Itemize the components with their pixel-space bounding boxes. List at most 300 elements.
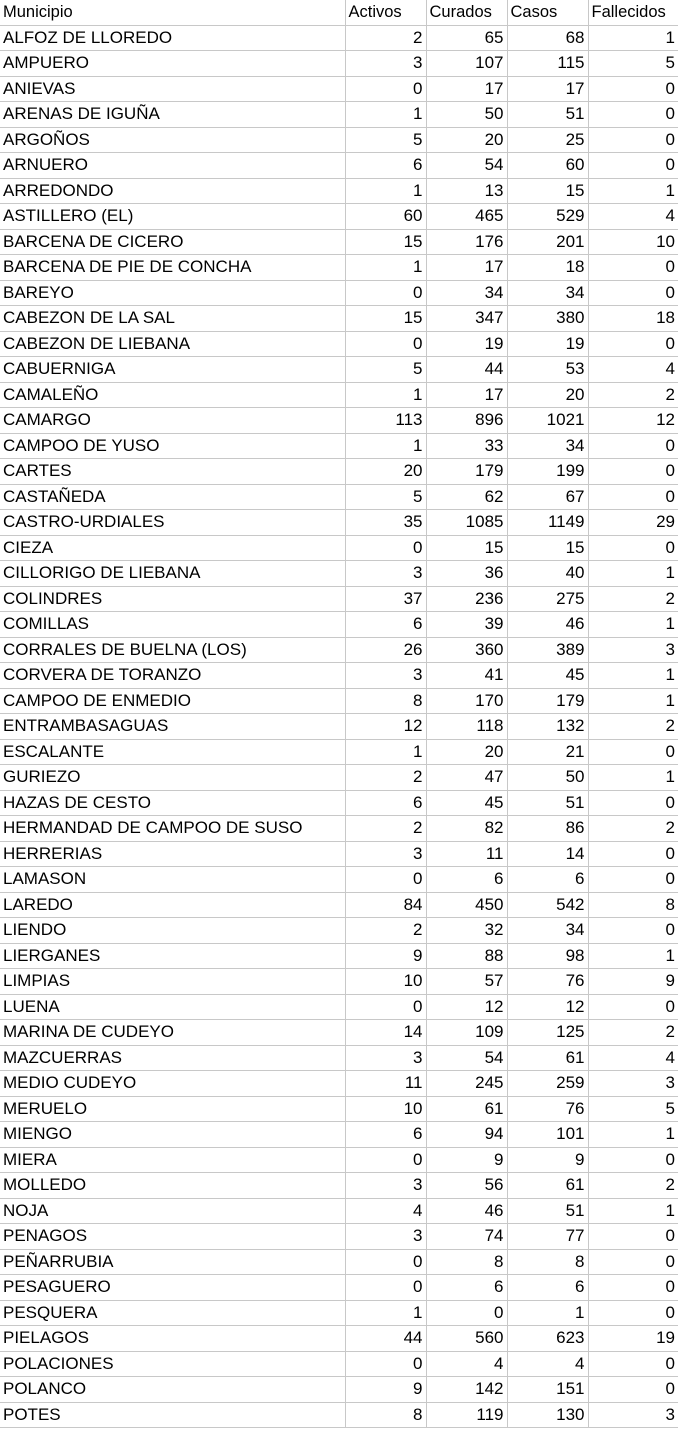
fallecidos-cell[interactable]: 2 <box>588 1020 678 1046</box>
fallecidos-cell[interactable]: 4 <box>588 1045 678 1071</box>
municipio-cell[interactable]: CAMALEÑO <box>0 382 345 408</box>
casos-cell[interactable]: 6 <box>507 867 588 893</box>
activos-cell[interactable]: 11 <box>345 1071 426 1097</box>
casos-cell[interactable]: 60 <box>507 153 588 179</box>
curados-cell[interactable]: 54 <box>426 1045 507 1071</box>
activos-cell[interactable]: 3 <box>345 561 426 587</box>
curados-cell[interactable]: 20 <box>426 127 507 153</box>
table-row <box>0 918 678 944</box>
municipio-cell[interactable]: CASTRO-URDIALES <box>0 510 345 536</box>
activos-cell[interactable]: 60 <box>345 204 426 230</box>
casos-cell[interactable]: 151 <box>507 1377 588 1403</box>
activos-cell[interactable]: 3 <box>345 1173 426 1199</box>
casos-cell[interactable]: 67 <box>507 484 588 510</box>
activos-cell[interactable]: 0 <box>345 76 426 102</box>
casos-cell[interactable]: 20 <box>507 382 588 408</box>
curados-cell[interactable]: 1085 <box>426 510 507 536</box>
municipio-cell[interactable]: CABEZON DE LIEBANA <box>0 331 345 357</box>
municipio-cell[interactable]: CAMPOO DE YUSO <box>0 433 345 459</box>
curados-cell[interactable]: 170 <box>426 688 507 714</box>
municipio-cell[interactable]: HERMANDAD DE CAMPOO DE SUSO <box>0 816 345 842</box>
fallecidos-cell[interactable]: 1 <box>588 178 678 204</box>
curados-cell[interactable]: 94 <box>426 1122 507 1148</box>
curados-cell[interactable]: 450 <box>426 892 507 918</box>
casos-cell[interactable]: 18 <box>507 255 588 281</box>
municipio-cell[interactable]: ARENAS DE IGUÑA <box>0 102 345 128</box>
table-row <box>0 994 678 1020</box>
municipio-cell[interactable]: PIELAGOS <box>0 1326 345 1352</box>
activos-cell[interactable]: 8 <box>345 1402 426 1428</box>
activos-cell[interactable]: 26 <box>345 637 426 663</box>
table-row <box>0 51 678 77</box>
municipio-cell[interactable]: GURIEZO <box>0 765 345 791</box>
municipio-cell[interactable]: ARGOÑOS <box>0 127 345 153</box>
curados-cell[interactable]: 44 <box>426 357 507 383</box>
activos-cell[interactable]: 5 <box>345 484 426 510</box>
curados-cell[interactable]: 17 <box>426 76 507 102</box>
curados-cell[interactable]: 46 <box>426 1198 507 1224</box>
fallecidos-cell[interactable]: 0 <box>588 790 678 816</box>
municipio-cell[interactable]: PESQUERA <box>0 1300 345 1326</box>
fallecidos-cell[interactable]: 0 <box>588 1224 678 1250</box>
curados-cell[interactable]: 47 <box>426 765 507 791</box>
fallecidos-cell[interactable]: 1 <box>588 663 678 689</box>
fallecidos-cell[interactable]: 0 <box>588 1351 678 1377</box>
curados-cell[interactable]: 13 <box>426 178 507 204</box>
table-row <box>0 1071 678 1097</box>
activos-cell[interactable]: 9 <box>345 943 426 969</box>
municipio-cell[interactable]: LIMPIAS <box>0 969 345 995</box>
casos-cell[interactable]: 15 <box>507 178 588 204</box>
table-row <box>0 102 678 128</box>
table-row <box>0 1122 678 1148</box>
municipio-cell[interactable]: AMPUERO <box>0 51 345 77</box>
fallecidos-cell[interactable]: 2 <box>588 382 678 408</box>
casos-cell[interactable]: 4 <box>507 1351 588 1377</box>
municipio-cell[interactable]: BARCENA DE PIE DE CONCHA <box>0 255 345 281</box>
activos-cell[interactable]: 6 <box>345 790 426 816</box>
activos-cell[interactable]: 15 <box>345 229 426 255</box>
casos-cell[interactable]: 98 <box>507 943 588 969</box>
casos-cell[interactable]: 50 <box>507 765 588 791</box>
casos-cell[interactable]: 51 <box>507 102 588 128</box>
municipio-cell[interactable]: MEDIO CUDEYO <box>0 1071 345 1097</box>
table-row <box>0 331 678 357</box>
table-row <box>0 790 678 816</box>
municipio-cell[interactable]: MOLLEDO <box>0 1173 345 1199</box>
curados-cell[interactable]: 109 <box>426 1020 507 1046</box>
activos-cell[interactable]: 10 <box>345 969 426 995</box>
casos-cell[interactable]: 1 <box>507 1300 588 1326</box>
municipio-cell[interactable]: BARCENA DE CICERO <box>0 229 345 255</box>
curados-cell[interactable]: 82 <box>426 816 507 842</box>
casos-cell[interactable]: 275 <box>507 586 588 612</box>
activos-cell[interactable]: 84 <box>345 892 426 918</box>
casos-cell[interactable]: 17 <box>507 76 588 102</box>
fallecidos-cell[interactable]: 3 <box>588 1402 678 1428</box>
casos-cell[interactable]: 40 <box>507 561 588 587</box>
fallecidos-cell[interactable]: 29 <box>588 510 678 536</box>
fallecidos-cell[interactable]: 0 <box>588 739 678 765</box>
municipio-cell[interactable]: POLACIONES <box>0 1351 345 1377</box>
curados-cell[interactable]: 360 <box>426 637 507 663</box>
table-row <box>0 408 678 434</box>
casos-cell[interactable]: 15 <box>507 535 588 561</box>
municipio-cell[interactable]: CABUERNIGA <box>0 357 345 383</box>
municipio-cell[interactable]: MARINA DE CUDEYO <box>0 1020 345 1046</box>
activos-cell[interactable]: 3 <box>345 51 426 77</box>
casos-cell[interactable]: 34 <box>507 433 588 459</box>
casos-cell[interactable]: 132 <box>507 714 588 740</box>
column-header-municipio[interactable]: Municipio <box>0 0 345 25</box>
activos-cell[interactable]: 20 <box>345 459 426 485</box>
municipio-cell[interactable]: ESCALANTE <box>0 739 345 765</box>
fallecidos-cell[interactable]: 0 <box>588 127 678 153</box>
municipio-cell[interactable]: ENTRAMBASAGUAS <box>0 714 345 740</box>
activos-cell[interactable]: 0 <box>345 1147 426 1173</box>
municipio-cell[interactable]: CABEZON DE LA SAL <box>0 306 345 332</box>
municipio-cell[interactable]: BAREYO <box>0 280 345 306</box>
activos-cell[interactable]: 113 <box>345 408 426 434</box>
fallecidos-cell[interactable]: 0 <box>588 535 678 561</box>
fallecidos-cell[interactable]: 0 <box>588 153 678 179</box>
curados-cell[interactable]: 465 <box>426 204 507 230</box>
curados-cell[interactable]: 17 <box>426 255 507 281</box>
column-header-activos[interactable]: Activos <box>345 0 426 25</box>
casos-cell[interactable]: 1149 <box>507 510 588 536</box>
municipio-cell[interactable]: CARTES <box>0 459 345 485</box>
fallecidos-cell[interactable]: 1 <box>588 612 678 638</box>
casos-cell[interactable]: 46 <box>507 612 588 638</box>
municipio-cell[interactable]: MIENGO <box>0 1122 345 1148</box>
curados-cell[interactable]: 32 <box>426 918 507 944</box>
casos-cell[interactable]: 77 <box>507 1224 588 1250</box>
fallecidos-cell[interactable]: 0 <box>588 331 678 357</box>
municipio-cell[interactable]: ASTILLERO (EL) <box>0 204 345 230</box>
casos-cell[interactable]: 101 <box>507 1122 588 1148</box>
fallecidos-cell[interactable]: 5 <box>588 51 678 77</box>
casos-cell[interactable]: 201 <box>507 229 588 255</box>
fallecidos-cell[interactable]: 0 <box>588 1377 678 1403</box>
fallecidos-cell[interactable]: 0 <box>588 76 678 102</box>
curados-cell[interactable]: 176 <box>426 229 507 255</box>
table-row <box>0 688 678 714</box>
casos-cell[interactable]: 380 <box>507 306 588 332</box>
activos-cell[interactable]: 37 <box>345 586 426 612</box>
municipio-cell[interactable]: MAZCUERRAS <box>0 1045 345 1071</box>
curados-cell[interactable]: 4 <box>426 1351 507 1377</box>
fallecidos-cell[interactable]: 0 <box>588 102 678 128</box>
activos-cell[interactable]: 0 <box>345 994 426 1020</box>
table-row <box>0 1377 678 1403</box>
activos-cell[interactable]: 44 <box>345 1326 426 1352</box>
curados-cell[interactable]: 6 <box>426 1275 507 1301</box>
fallecidos-cell[interactable]: 0 <box>588 1147 678 1173</box>
fallecidos-cell[interactable]: 0 <box>588 1275 678 1301</box>
activos-cell[interactable]: 0 <box>345 331 426 357</box>
curados-cell[interactable]: 236 <box>426 586 507 612</box>
curados-cell[interactable]: 347 <box>426 306 507 332</box>
table-row <box>0 561 678 587</box>
curados-cell[interactable]: 6 <box>426 867 507 893</box>
casos-cell[interactable]: 61 <box>507 1173 588 1199</box>
fallecidos-cell[interactable]: 1 <box>588 943 678 969</box>
activos-cell[interactable]: 0 <box>345 1351 426 1377</box>
casos-cell[interactable]: 8 <box>507 1249 588 1275</box>
fallecidos-cell[interactable]: 0 <box>588 918 678 944</box>
casos-cell[interactable]: 76 <box>507 1096 588 1122</box>
fallecidos-cell[interactable]: 1 <box>588 1122 678 1148</box>
activos-cell[interactable]: 3 <box>345 1045 426 1071</box>
activos-cell[interactable]: 1 <box>345 739 426 765</box>
curados-cell[interactable]: 0 <box>426 1300 507 1326</box>
fallecidos-cell[interactable]: 1 <box>588 765 678 791</box>
municipio-cell[interactable]: CAMPOO DE ENMEDIO <box>0 688 345 714</box>
municipio-cell[interactable]: NOJA <box>0 1198 345 1224</box>
curados-cell[interactable]: 19 <box>426 331 507 357</box>
curados-cell[interactable]: 33 <box>426 433 507 459</box>
table-row <box>0 1402 678 1428</box>
curados-cell[interactable]: 119 <box>426 1402 507 1428</box>
activos-cell[interactable]: 2 <box>345 765 426 791</box>
casos-cell[interactable]: 130 <box>507 1402 588 1428</box>
table-row <box>0 229 678 255</box>
curados-cell[interactable]: 74 <box>426 1224 507 1250</box>
fallecidos-cell[interactable]: 3 <box>588 637 678 663</box>
municipio-cell[interactable]: HAZAS DE CESTO <box>0 790 345 816</box>
fallecidos-cell[interactable]: 10 <box>588 229 678 255</box>
municipio-cell[interactable]: CIEZA <box>0 535 345 561</box>
casos-cell[interactable]: 125 <box>507 1020 588 1046</box>
activos-cell[interactable]: 5 <box>345 357 426 383</box>
municipio-cell[interactable]: CAMARGO <box>0 408 345 434</box>
curados-cell[interactable]: 12 <box>426 994 507 1020</box>
casos-cell[interactable]: 86 <box>507 816 588 842</box>
fallecidos-cell[interactable]: 4 <box>588 357 678 383</box>
activos-cell[interactable]: 0 <box>345 280 426 306</box>
fallecidos-cell[interactable]: 2 <box>588 816 678 842</box>
activos-cell[interactable]: 1 <box>345 178 426 204</box>
casos-cell[interactable]: 53 <box>507 357 588 383</box>
table-row <box>0 255 678 281</box>
activos-cell[interactable]: 6 <box>345 153 426 179</box>
curados-cell[interactable]: 17 <box>426 382 507 408</box>
municipio-cell[interactable]: ANIEVAS <box>0 76 345 102</box>
municipio-cell[interactable]: HERRERIAS <box>0 841 345 867</box>
activos-cell[interactable]: 0 <box>345 535 426 561</box>
fallecidos-cell[interactable]: 2 <box>588 714 678 740</box>
activos-cell[interactable]: 35 <box>345 510 426 536</box>
fallecidos-cell[interactable]: 0 <box>588 867 678 893</box>
activos-cell[interactable]: 4 <box>345 1198 426 1224</box>
curados-cell[interactable]: 8 <box>426 1249 507 1275</box>
activos-cell[interactable]: 8 <box>345 688 426 714</box>
curados-cell[interactable]: 107 <box>426 51 507 77</box>
activos-cell[interactable]: 0 <box>345 867 426 893</box>
fallecidos-cell[interactable]: 0 <box>588 841 678 867</box>
curados-cell[interactable]: 39 <box>426 612 507 638</box>
curados-cell[interactable]: 88 <box>426 943 507 969</box>
curados-cell[interactable]: 118 <box>426 714 507 740</box>
municipio-cell[interactable]: COMILLAS <box>0 612 345 638</box>
casos-cell[interactable]: 34 <box>507 280 588 306</box>
fallecidos-cell[interactable]: 1 <box>588 688 678 714</box>
municipio-cell[interactable]: LIENDO <box>0 918 345 944</box>
activos-cell[interactable]: 2 <box>345 918 426 944</box>
table-body <box>0 25 678 1428</box>
activos-cell[interactable]: 9 <box>345 1377 426 1403</box>
municipio-cell[interactable]: CILLORIGO DE LIEBANA <box>0 561 345 587</box>
municipio-cell[interactable]: MIERA <box>0 1147 345 1173</box>
municipio-cell[interactable]: LUENA <box>0 994 345 1020</box>
fallecidos-cell[interactable]: 1 <box>588 25 678 51</box>
fallecidos-cell[interactable]: 1 <box>588 561 678 587</box>
casos-cell[interactable]: 61 <box>507 1045 588 1071</box>
curados-cell[interactable]: 54 <box>426 153 507 179</box>
table-row <box>0 357 678 383</box>
table-row <box>0 433 678 459</box>
fallecidos-cell[interactable]: 0 <box>588 1249 678 1275</box>
municipio-cell[interactable]: CORRALES DE BUELNA (LOS) <box>0 637 345 663</box>
fallecidos-cell[interactable]: 19 <box>588 1326 678 1352</box>
casos-cell[interactable]: 623 <box>507 1326 588 1352</box>
column-header-curados[interactable]: Curados <box>426 0 507 25</box>
municipio-cell[interactable]: PESAGUERO <box>0 1275 345 1301</box>
municipio-cell[interactable]: POLANCO <box>0 1377 345 1403</box>
curados-cell[interactable]: 11 <box>426 841 507 867</box>
municipio-cell[interactable]: CORVERA DE TORANZO <box>0 663 345 689</box>
column-header-casos[interactable]: Casos <box>507 0 588 25</box>
casos-cell[interactable]: 51 <box>507 790 588 816</box>
activos-cell[interactable]: 3 <box>345 841 426 867</box>
activos-cell[interactable]: 1 <box>345 255 426 281</box>
curados-cell[interactable]: 9 <box>426 1147 507 1173</box>
curados-cell[interactable]: 179 <box>426 459 507 485</box>
municipio-cell[interactable]: COLINDRES <box>0 586 345 612</box>
activos-cell[interactable]: 0 <box>345 1249 426 1275</box>
casos-cell[interactable]: 76 <box>507 969 588 995</box>
activos-cell[interactable]: 15 <box>345 306 426 332</box>
casos-cell[interactable]: 1021 <box>507 408 588 434</box>
municipio-cell[interactable]: ARREDONDO <box>0 178 345 204</box>
column-header-fallecidos[interactable]: Fallecidos <box>588 0 678 25</box>
fallecidos-cell[interactable]: 5 <box>588 1096 678 1122</box>
fallecidos-cell[interactable]: 0 <box>588 280 678 306</box>
curados-cell[interactable]: 56 <box>426 1173 507 1199</box>
curados-cell[interactable]: 36 <box>426 561 507 587</box>
casos-cell[interactable]: 542 <box>507 892 588 918</box>
casos-cell[interactable]: 389 <box>507 637 588 663</box>
fallecidos-cell[interactable]: 2 <box>588 586 678 612</box>
curados-cell[interactable]: 34 <box>426 280 507 306</box>
casos-cell[interactable]: 45 <box>507 663 588 689</box>
casos-cell[interactable]: 259 <box>507 1071 588 1097</box>
municipio-cell[interactable]: MERUELO <box>0 1096 345 1122</box>
municipio-cell[interactable]: PEÑARRUBIA <box>0 1249 345 1275</box>
activos-cell[interactable]: 2 <box>345 816 426 842</box>
curados-cell[interactable]: 65 <box>426 25 507 51</box>
casos-cell[interactable]: 25 <box>507 127 588 153</box>
curados-cell[interactable]: 45 <box>426 790 507 816</box>
table-row <box>0 637 678 663</box>
fallecidos-cell[interactable]: 8 <box>588 892 678 918</box>
activos-cell[interactable]: 6 <box>345 1122 426 1148</box>
casos-cell[interactable]: 12 <box>507 994 588 1020</box>
activos-cell[interactable]: 1 <box>345 1300 426 1326</box>
activos-cell[interactable]: 0 <box>345 1275 426 1301</box>
activos-cell[interactable]: 1 <box>345 102 426 128</box>
curados-cell[interactable]: 142 <box>426 1377 507 1403</box>
fallecidos-cell[interactable]: 0 <box>588 484 678 510</box>
casos-cell[interactable]: 6 <box>507 1275 588 1301</box>
curados-cell[interactable]: 41 <box>426 663 507 689</box>
fallecidos-cell[interactable]: 2 <box>588 1173 678 1199</box>
curados-cell[interactable]: 20 <box>426 739 507 765</box>
activos-cell[interactable]: 12 <box>345 714 426 740</box>
activos-cell[interactable]: 3 <box>345 1224 426 1250</box>
casos-cell[interactable]: 9 <box>507 1147 588 1173</box>
fallecidos-cell[interactable]: 3 <box>588 1071 678 1097</box>
municipio-cell[interactable]: ARNUERO <box>0 153 345 179</box>
activos-cell[interactable]: 3 <box>345 663 426 689</box>
casos-cell[interactable]: 199 <box>507 459 588 485</box>
table-row <box>0 459 678 485</box>
activos-cell[interactable]: 1 <box>345 433 426 459</box>
activos-cell[interactable]: 14 <box>345 1020 426 1046</box>
casos-cell[interactable]: 179 <box>507 688 588 714</box>
curados-cell[interactable]: 50 <box>426 102 507 128</box>
curados-cell[interactable]: 245 <box>426 1071 507 1097</box>
activos-cell[interactable]: 2 <box>345 25 426 51</box>
curados-cell[interactable]: 15 <box>426 535 507 561</box>
activos-cell[interactable]: 10 <box>345 1096 426 1122</box>
fallecidos-cell[interactable]: 0 <box>588 433 678 459</box>
fallecidos-cell[interactable]: 1 <box>588 1198 678 1224</box>
casos-cell[interactable]: 14 <box>507 841 588 867</box>
fallecidos-cell[interactable]: 4 <box>588 204 678 230</box>
casos-cell[interactable]: 529 <box>507 204 588 230</box>
curados-cell[interactable]: 560 <box>426 1326 507 1352</box>
casos-cell[interactable]: 115 <box>507 51 588 77</box>
municipio-cell[interactable]: LAMASON <box>0 867 345 893</box>
activos-cell[interactable]: 1 <box>345 382 426 408</box>
casos-cell[interactable]: 21 <box>507 739 588 765</box>
municipio-cell[interactable]: LIERGANES <box>0 943 345 969</box>
activos-cell[interactable]: 6 <box>345 612 426 638</box>
municipio-cell[interactable]: POTES <box>0 1402 345 1428</box>
municipio-cell[interactable]: PENAGOS <box>0 1224 345 1250</box>
curados-cell[interactable]: 62 <box>426 484 507 510</box>
curados-cell[interactable]: 896 <box>426 408 507 434</box>
curados-cell[interactable]: 61 <box>426 1096 507 1122</box>
casos-cell[interactable]: 19 <box>507 331 588 357</box>
fallecidos-cell[interactable]: 0 <box>588 459 678 485</box>
fallecidos-cell[interactable]: 0 <box>588 255 678 281</box>
activos-cell[interactable]: 5 <box>345 127 426 153</box>
fallecidos-cell[interactable]: 9 <box>588 969 678 995</box>
casos-cell[interactable]: 68 <box>507 25 588 51</box>
curados-cell[interactable]: 57 <box>426 969 507 995</box>
fallecidos-cell[interactable]: 0 <box>588 1300 678 1326</box>
casos-cell[interactable]: 51 <box>507 1198 588 1224</box>
municipio-cell[interactable]: ALFOZ DE LLOREDO <box>0 25 345 51</box>
fallecidos-cell[interactable]: 18 <box>588 306 678 332</box>
fallecidos-cell[interactable]: 0 <box>588 994 678 1020</box>
municipio-cell[interactable]: CASTAÑEDA <box>0 484 345 510</box>
municipio-cell[interactable]: LAREDO <box>0 892 345 918</box>
casos-cell[interactable]: 34 <box>507 918 588 944</box>
fallecidos-cell[interactable]: 12 <box>588 408 678 434</box>
